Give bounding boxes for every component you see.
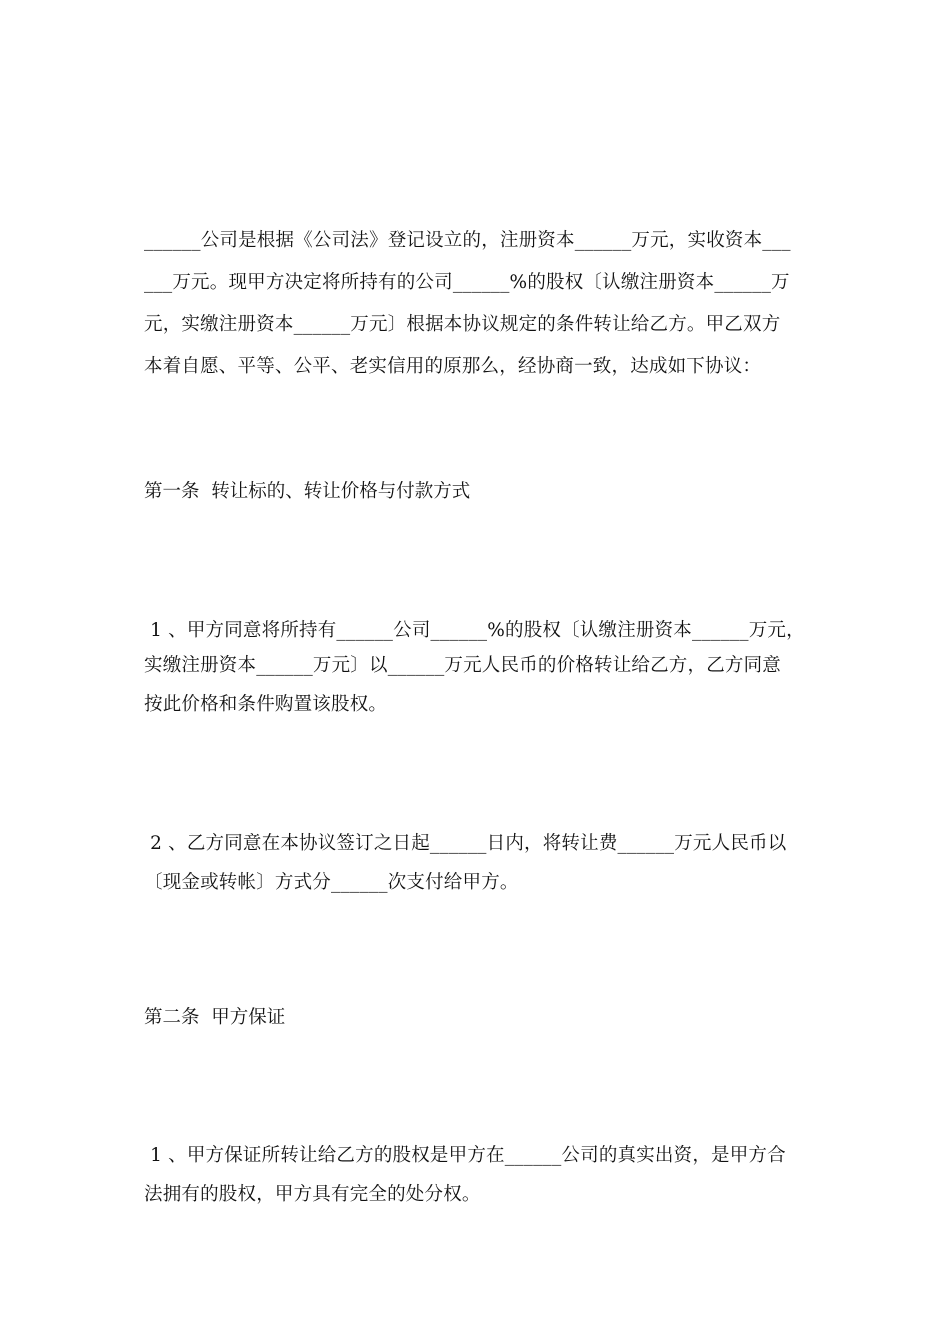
article-1-clause-1-line-3: 按此价格和条件购置该股权。 (144, 694, 388, 715)
intro-line-1: ______公司是根据《公司法》登记设立的，注册资本______万元，实收资本___ (144, 230, 791, 251)
article-1-clause-2-line-1: 2 、乙方同意在本协议签订之日起______日内，将转让费______万元人民币以 (144, 833, 787, 854)
intro-line-3: 元，实缴注册资本______万元〕根据本协议规定的条件转让给乙方。甲乙双方 (144, 314, 781, 335)
intro-line-2: ___万元。现甲方决定将所持有的公司______%的股权〔认缴注册资本______万 (144, 272, 790, 293)
article-2-heading: 第二条 甲方保证 (144, 1007, 286, 1028)
intro-line-4: 本着自愿、平等、公平、老实信用的原那么，经协商一致，达成如下协议： (144, 356, 762, 377)
article-1-clause-1-line-1: 1 、甲方同意将所持有______公司______%的股权〔认缴注册资本______万元， (144, 620, 805, 641)
article-1-heading: 第一条 转让标的、转让价格与付款方式 (144, 481, 471, 502)
article-2-clause-1-line-2: 法拥有的股权，甲方具有完全的处分权。 (144, 1184, 481, 1205)
article-2-clause-1-line-1: 1 、甲方保证所转让给乙方的股权是甲方在______公司的真实出资，是甲方合 (144, 1145, 786, 1166)
article-1-clause-2-line-2: 〔现金或转帐〕方式分______次支付给甲方。 (144, 872, 519, 893)
article-1-clause-1-line-2: 实缴注册资本______万元〕以______万元人民币的价格转让给乙方，乙方同意 (144, 655, 782, 676)
